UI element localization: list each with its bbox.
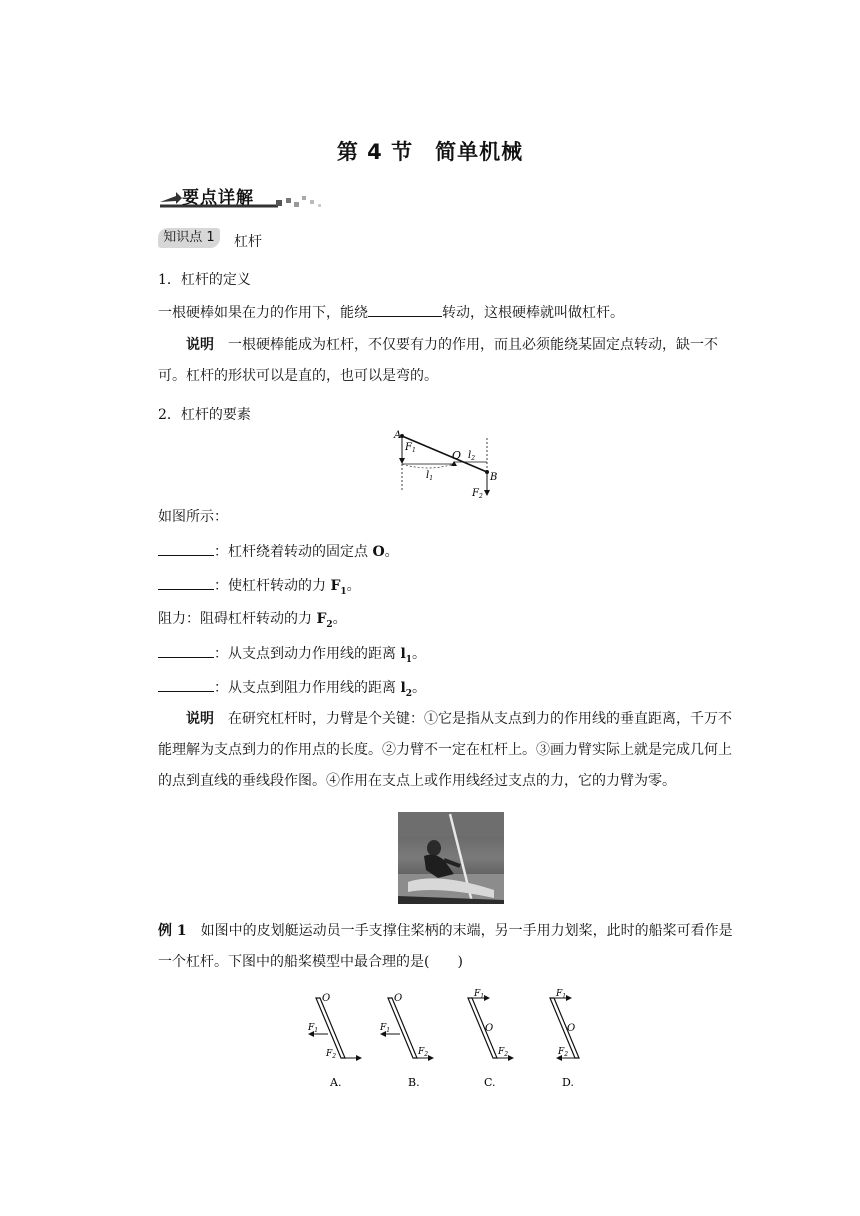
answer-blank [368,302,442,317]
figure-intro: 如图所示： [158,509,228,525]
lever-diagram [392,428,502,500]
point-b-label: B [490,472,498,483]
f2-label: $F_2$ [472,488,483,500]
definition-text-b: 转动，这根硬棒就叫做杠杆。 [442,305,624,321]
banner-label: 要点详解 [182,188,254,208]
example-label: 例 1 [158,923,187,939]
option-letter: B. [408,1076,420,1089]
note-label: 说明 [186,337,214,353]
svg-text:O: O [567,1023,576,1034]
option-b[interactable] [379,993,434,1089]
knowledge-point-badge: 知识点 1 [158,228,220,248]
l2-label: $l_2$ [468,450,476,462]
option-a[interactable] [307,993,362,1089]
svg-text:F1: $F_1$ [308,1023,319,1034]
f1-label: $F_1$ [405,442,416,454]
element-item: ：杠杆绕着转动的固定点 O。 [158,541,399,562]
answer-blank [158,541,214,556]
svg-text:F2: $F_2$ [498,1047,509,1058]
section-title: 第 4 节 简单机械 [336,140,524,164]
svg-text:F1: $F_1$ [556,989,567,1000]
note-text: 在研究杠杆时，力臂是个关键：①它是指从支点到力的作用线的垂直距离，千万不能理解为支点到力的作用点的长度。②力臂不一定在杠杆上。③画力臂实际上就是完成几何上的点到直线的垂线段作图。④作用在支点上或作用线经过支点的力，它的力臂为零。 [158,711,732,789]
svg-text:F1: $F_1$ [380,1023,391,1034]
definition-text-a: 一根硬棒如果在力的作用下，能绕 [158,305,368,321]
example-1 [158,916,740,978]
note-text: 一根硬棒能成为杠杆，不仅要有力的作用，而且必须能绕某固定点转动，缺一不可。杠杆的形状可以是直的，也可以是弯的。 [158,337,718,384]
note-label: 说明 [186,711,214,727]
kayak-athlete-photo [398,812,504,904]
svg-text:F2: $F_2$ [558,1047,569,1058]
answer-blank [158,575,214,590]
svg-text:F2: $F_2$ [326,1049,337,1060]
definition-note [158,330,738,392]
element-item: 阻力：阻碍杠杆转动的力 $F_2$。 [158,611,347,630]
point-a-label: A [394,430,402,441]
definition-heading: 1．杠杆的定义 [158,272,251,288]
element-item: ：使杠杆转动的力 $F_1$。 [158,575,361,602]
elements-heading: 2．杠杆的要素 [158,407,251,423]
option-c[interactable] [468,989,514,1089]
option-letter: C. [484,1076,496,1089]
knowledge-point-title: 杠杆 [234,234,262,250]
example-text: 如图中的皮划艇运动员一手支撑住桨柄的末端，另一手用力划桨，此时的船桨可看作是一个杠杆。下图中的船桨模型中最合理的是( ) [158,923,733,970]
options-diagram [300,986,600,1094]
answer-blank [158,677,214,692]
svg-text:F1: $F_1$ [474,989,485,1000]
option-d[interactable] [550,989,579,1089]
svg-text:O: O [485,1023,494,1034]
answer-blank [158,643,214,658]
svg-text:O: O [322,993,331,1004]
svg-text:F2: $F_2$ [418,1047,429,1058]
element-item: ：从支点到阻力作用线的距离 $l_2$。 [158,677,426,704]
definition-sentence [158,302,624,323]
elements-note [158,704,738,797]
option-letter: A. [330,1076,342,1089]
fulcrum-o-label: O [452,449,462,462]
svg-text:O: O [394,993,403,1004]
option-letter: D. [562,1076,574,1089]
element-item: ：从支点到动力作用线的距离 $l_1$。 [158,643,426,670]
lever-bar [402,436,487,472]
l1-label: $l_1$ [426,470,434,482]
key-points-banner [158,182,324,210]
